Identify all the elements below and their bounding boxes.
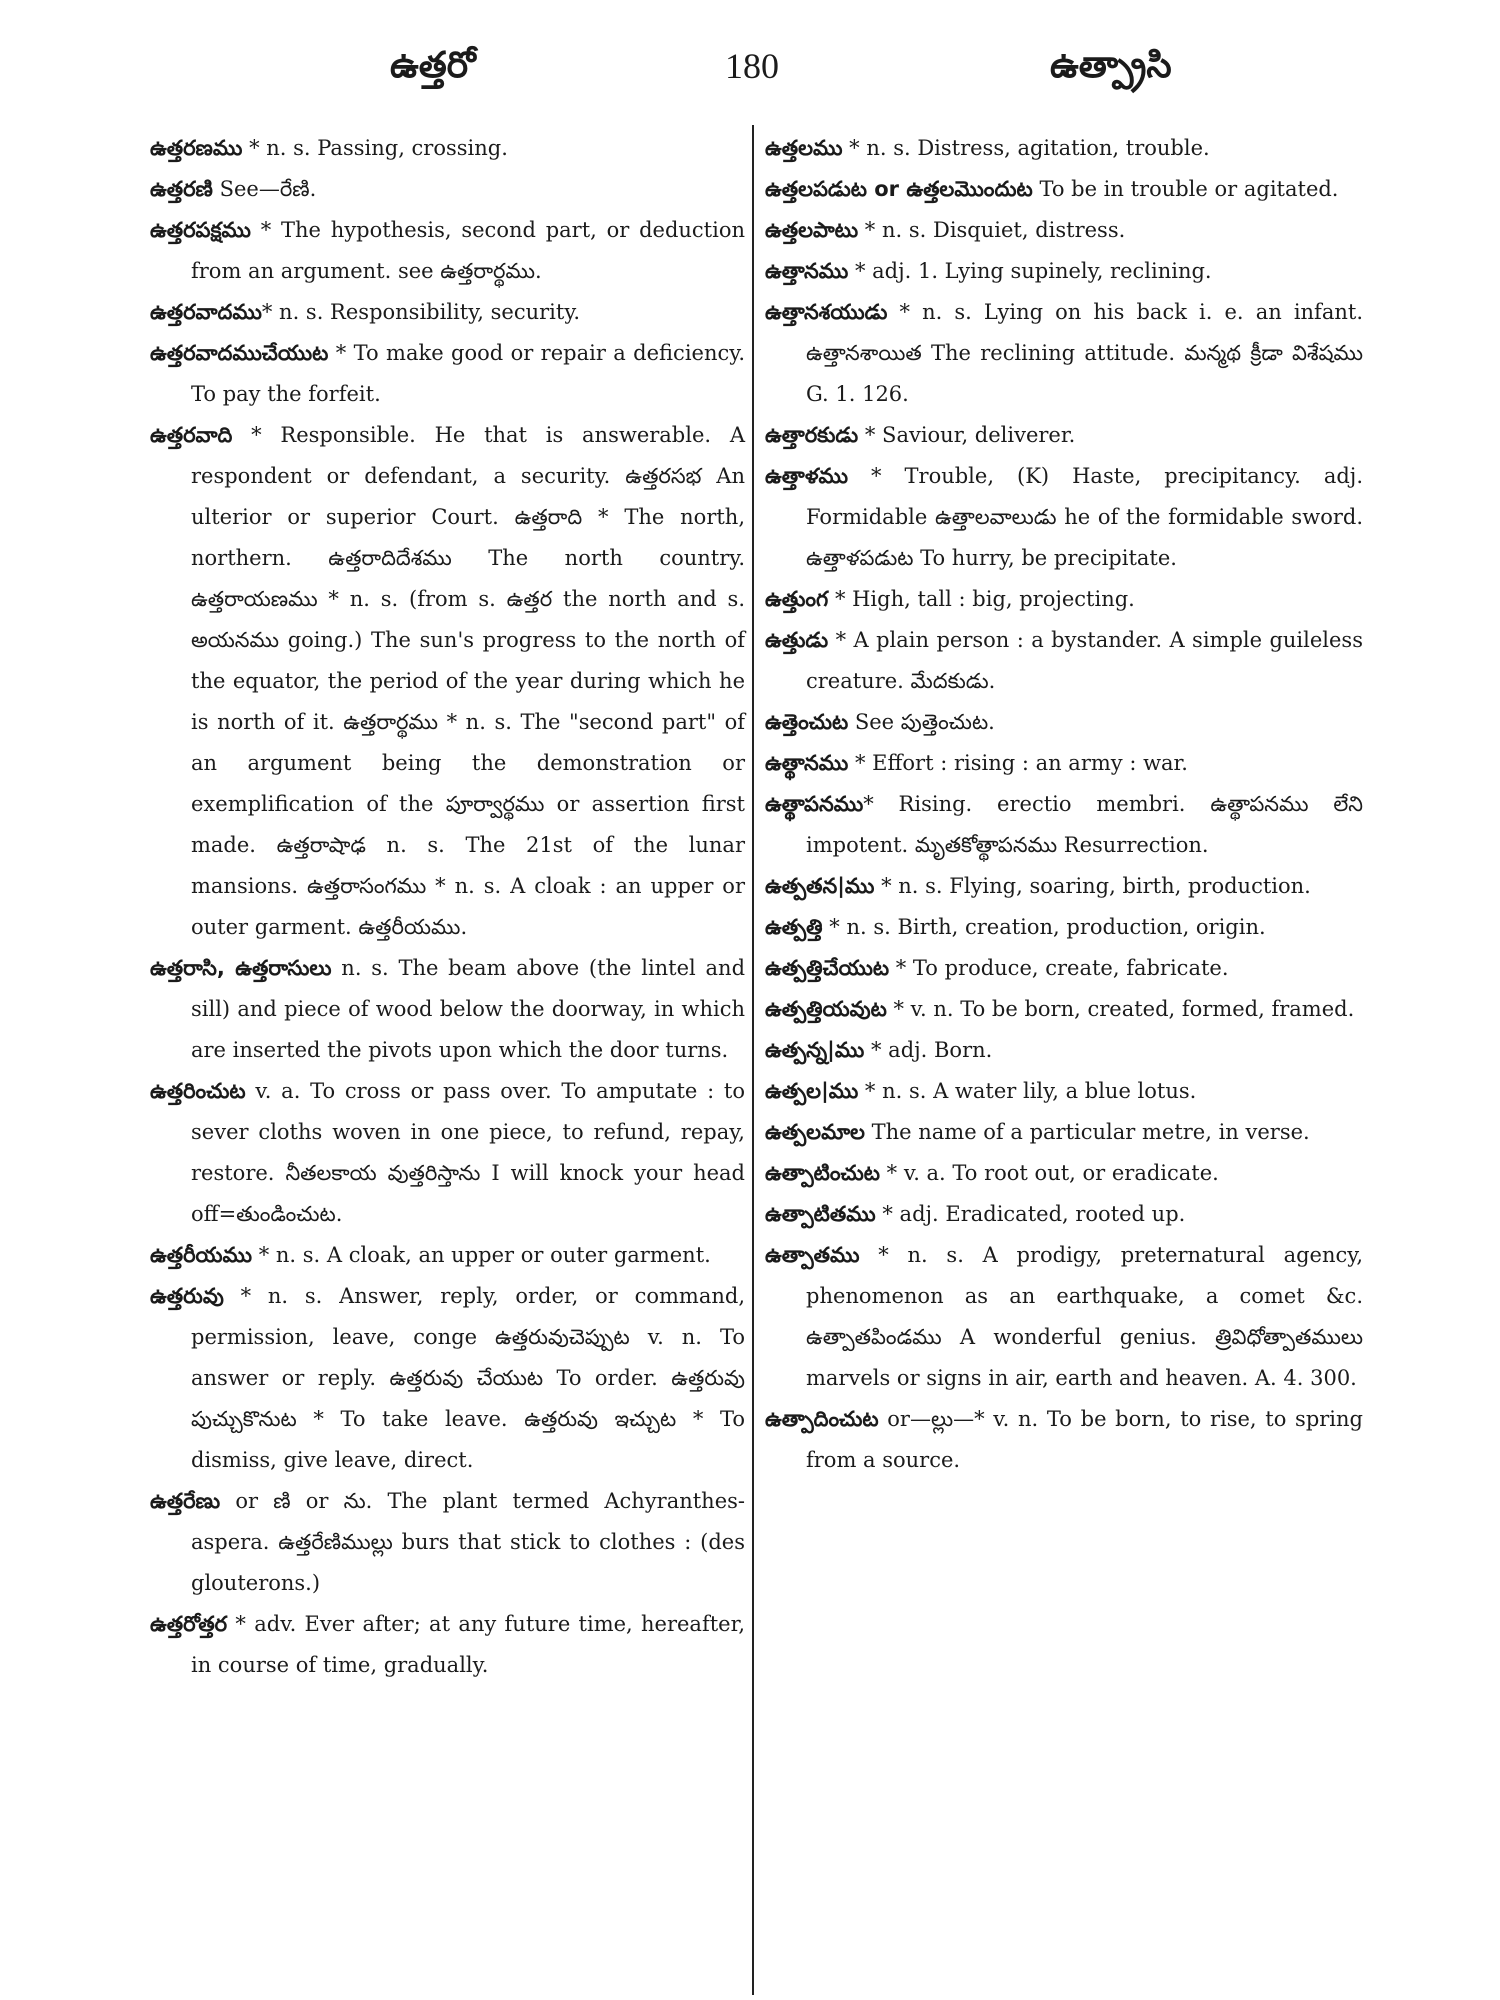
- entry-headword: ఉత్తుంగ: [765, 587, 829, 611]
- dictionary-entry: [765, 1071, 1363, 1112]
- entry-headword: ఉత్తరేణు: [150, 1489, 221, 1513]
- entry-headword: ఉత్పతన|ము: [765, 874, 875, 898]
- dictionary-entry: [150, 1071, 745, 1235]
- entry-headword: ఉత్తరోత్తర: [150, 1612, 228, 1636]
- entry-headword: ఉత్థాపనము: [765, 792, 864, 816]
- entry-definition: * n. s. Answer, reply, order, or command, permission, leave, conge ఉత్తరువుచెప్పుట v. n. To answer or reply. ఉత్తరువు చేయుట To order. ఉత్తరువు పుచ్చుకొనుట * To take leave. ఉత్తరువు ఇచ్చుట * To dismiss, give leave, direct.: [191, 1284, 745, 1472]
- column-divider: [752, 125, 754, 1995]
- dictionary-entry: [765, 1153, 1363, 1194]
- entry-headword: ఉత్పన్న|ము: [765, 1038, 865, 1062]
- entry-headword: ఉత్తారకుడు: [765, 423, 859, 447]
- entry-definition: or ణి or ను. The plant termed Achyranthes-aspera. ఉత్తరేణిముల్లు burs that stick to clothes : (des glouterons.): [191, 1489, 745, 1595]
- entry-definition: v. a. To cross or pass over. To amputate : to sever cloths woven in one piece, to refund, repay, restore. నీతలకాయ వుత్తరిస్తాను I will knock your head off=తుండించుట.: [191, 1079, 745, 1226]
- entry-headword: ఉత్తుడు: [765, 628, 829, 652]
- entry-headword: ఉత్పాదించుట: [765, 1407, 879, 1431]
- dictionary-entry: [765, 128, 1363, 169]
- dictionary-entry: [765, 1194, 1363, 1235]
- entry-headword: ఉత్తెంచుట: [765, 710, 849, 734]
- entry-headword: ఉత్తరవాది: [150, 423, 233, 447]
- entry-definition: See పుత్తెంచుట.: [848, 710, 995, 734]
- entry-definition: * n. s. Passing, crossing.: [242, 136, 508, 160]
- dictionary-entry: [765, 251, 1363, 292]
- dictionary-entry: [765, 948, 1363, 989]
- entry-headword: ఉత్పత్తి: [765, 915, 823, 939]
- entry-definition: * A plain person : a bystander. A simple guileless creature. మేదకుడు.: [806, 628, 1363, 693]
- entry-definition: * adj. 1. Lying supinely, reclining.: [848, 259, 1212, 283]
- entry-headword: ఉత్తరించుట: [150, 1079, 246, 1103]
- dictionary-entry: [150, 333, 745, 415]
- entry-headword: ఉత్తలపాటు: [765, 218, 859, 242]
- entry-headword: ఉత్తరవాదముచేయుట: [150, 341, 329, 365]
- entry-definition: * n. s. A water lily, a blue lotus.: [858, 1079, 1197, 1103]
- dictionary-entry: [765, 702, 1363, 743]
- dictionary-entry: [765, 989, 1363, 1030]
- entry-headword: ఉత్తరణము: [150, 136, 243, 160]
- entry-definition: * v. a. To root out, or eradicate.: [879, 1161, 1219, 1185]
- entry-headword: ఉత్తానము: [765, 259, 849, 283]
- entry-headword: ఉత్తరాసి, ఉత్తరాసులు: [150, 956, 332, 980]
- dictionary-entry: [150, 128, 745, 169]
- entry-definition: To be in trouble or agitated.: [1032, 177, 1339, 201]
- dictionary-entry: [765, 1235, 1363, 1399]
- page-number: 180: [725, 46, 779, 86]
- entry-definition: * v. n. To be born, created, formed, framed.: [886, 997, 1355, 1021]
- entry-definition: * Responsible. He that is answerable. A respondent or defendant, a security. ఉత్తరసభ An ulterior or superior Court. ఉత్తరాది * The north, northern. ఉత్తరాదిదేశము The north country. ఉత్తరాయణము * n. s. (from s. ఉత్తర the north and s. అయనము going.) The sun's progress to the north of the equator, the period of the year during which he is north of it. ఉత్తరార్థము * n. s. The "second part" of an argument being the demonstration or exemplification of the పూర్వార్థము or assertion first made. ఉత్తరాషాఢ n. s. The 21st of the lunar mansions. ఉత్తరాసంగము * n. s. A cloak : an upper or outer garment. ఉత్తరీయము.: [191, 423, 745, 939]
- entry-definition: * The hypothesis, second part, or deduction from an argument. see ఉత్తరార్థము.: [191, 218, 745, 283]
- entry-definition: * adj. Eradicated, rooted up.: [875, 1202, 1186, 1226]
- entry-headword: ఉత్థానము: [765, 751, 849, 775]
- entry-definition: or—ల్లు—* v. n. To be born, to rise, to spring from a source.: [806, 1407, 1363, 1472]
- dictionary-entry: [765, 1030, 1363, 1071]
- entry-definition: See—రేణి.: [212, 177, 317, 201]
- entry-definition: * n. s. Birth, creation, production, origin.: [822, 915, 1266, 939]
- entry-headword: ఉత్తరువు: [150, 1284, 224, 1308]
- entry-definition: * Saviour, deliverer.: [858, 423, 1076, 447]
- entry-headword: ఉత్పాటితము: [765, 1202, 876, 1226]
- dictionary-entry: [765, 579, 1363, 620]
- entry-definition: The name of a particular metre, in verse.: [864, 1120, 1310, 1144]
- dictionary-entry: [150, 1235, 745, 1276]
- dictionary-entry: [765, 456, 1363, 579]
- right-column: [765, 128, 1363, 1481]
- entry-headword: ఉత్తరపక్షము: [150, 218, 251, 242]
- entry-headword: ఉత్తరవాదము: [150, 300, 262, 324]
- entry-headword: ఉత్పాటించుట: [765, 1161, 880, 1185]
- entry-headword: ఉత్తరణి: [150, 177, 213, 201]
- dictionary-entry: [765, 169, 1363, 210]
- entry-definition: * adv. Ever after; at any future time, hereafter, in course of time, gradually.: [191, 1612, 745, 1677]
- left-running-head: ఉత్తరో: [390, 45, 476, 86]
- dictionary-entry: [150, 1604, 745, 1686]
- entry-definition: * Trouble, (K) Haste, precipitancy. adj. Formidable ఉత్తాలవాలుడు he of the formidable sword. ఉత్తాళపడుట To hurry, be precipitate.: [806, 464, 1363, 570]
- dictionary-entry: [765, 1112, 1363, 1153]
- entry-headword: ఉత్పలమాల: [765, 1120, 865, 1144]
- entry-definition: * n. s. Flying, soaring, birth, production.: [874, 874, 1311, 898]
- entry-definition: * n. s. Lying on his back i. e. an infant. ఉత్తానశాయిత The reclining attitude. మన్మథ క్రీడా విశేషము G. 1. 126.: [806, 300, 1363, 406]
- entry-definition: * n. s. A cloak, an upper or outer garment.: [252, 1243, 711, 1267]
- entry-definition: * n. s. Disquiet, distress.: [858, 218, 1126, 242]
- dictionary-entry: [150, 948, 745, 1071]
- entry-headword: ఉత్తాళము: [765, 464, 848, 488]
- dictionary-entry: [765, 210, 1363, 251]
- entry-headword: ఉత్పల|ము: [765, 1079, 859, 1103]
- dictionary-entry: [765, 866, 1363, 907]
- entry-headword: ఉత్తలము: [765, 136, 843, 160]
- dictionary-entry: [765, 620, 1363, 702]
- dictionary-entry: [150, 415, 745, 948]
- dictionary-entry: [150, 169, 745, 210]
- dictionary-entry: [150, 210, 745, 292]
- entry-definition: * To make good or repair a deficiency. To pay the forfeit.: [191, 341, 745, 406]
- dictionary-entry: [765, 1399, 1363, 1481]
- entry-definition: * High, tall : big, projecting.: [828, 587, 1135, 611]
- entry-definition: * n. s. Responsibility, security.: [261, 300, 581, 324]
- dictionary-entry: [150, 292, 745, 333]
- dictionary-entry: [150, 1481, 745, 1604]
- entry-definition: * To produce, create, fabricate.: [889, 956, 1229, 980]
- entry-definition: * Effort : rising : an army : war.: [848, 751, 1188, 775]
- entry-definition: * n. s. A prodigy, preternatural agency, phenomenon as an earthquake, a comet &c. ఉత్పాతపిండము A wonderful genius. త్రివిధోత్పాతములు marvels or signs in air, earth and heaven. A. 4. 300.: [806, 1243, 1363, 1390]
- dictionary-entry: [765, 784, 1363, 866]
- entry-definition: n. s. The beam above (the lintel and sill) and piece of wood below the doorway, in which are inserted the pivots upon which the door turns.: [191, 956, 746, 1062]
- entry-headword: ఉత్పత్తియవుట: [765, 997, 887, 1021]
- entry-definition: * Rising. erectio membri. ఉత్థాపనము లేని impotent. మృతకోత్థాపనము Resurrection.: [806, 792, 1363, 857]
- entry-definition: * adj. Born.: [864, 1038, 993, 1062]
- entry-headword: ఉత్తానశయుడు: [765, 300, 888, 324]
- entry-headword: ఉత్పాతము: [765, 1243, 860, 1267]
- dictionary-entry: [765, 415, 1363, 456]
- entry-headword: ఉత్తలపడుట or ఉత్తలమొందుట: [765, 177, 1033, 201]
- entry-definition: * n. s. Distress, agitation, trouble.: [842, 136, 1210, 160]
- dictionary-entry: [765, 743, 1363, 784]
- dictionary-entry: [765, 292, 1363, 415]
- dictionary-entry: [150, 1276, 745, 1481]
- left-column: [150, 128, 745, 1686]
- dictionary-entry: [765, 907, 1363, 948]
- entry-headword: ఉత్తరీయము: [150, 1243, 253, 1267]
- right-running-head: ఉత్ప్రాసి: [1050, 45, 1172, 86]
- entry-headword: ఉత్పత్తిచేయుట: [765, 956, 890, 980]
